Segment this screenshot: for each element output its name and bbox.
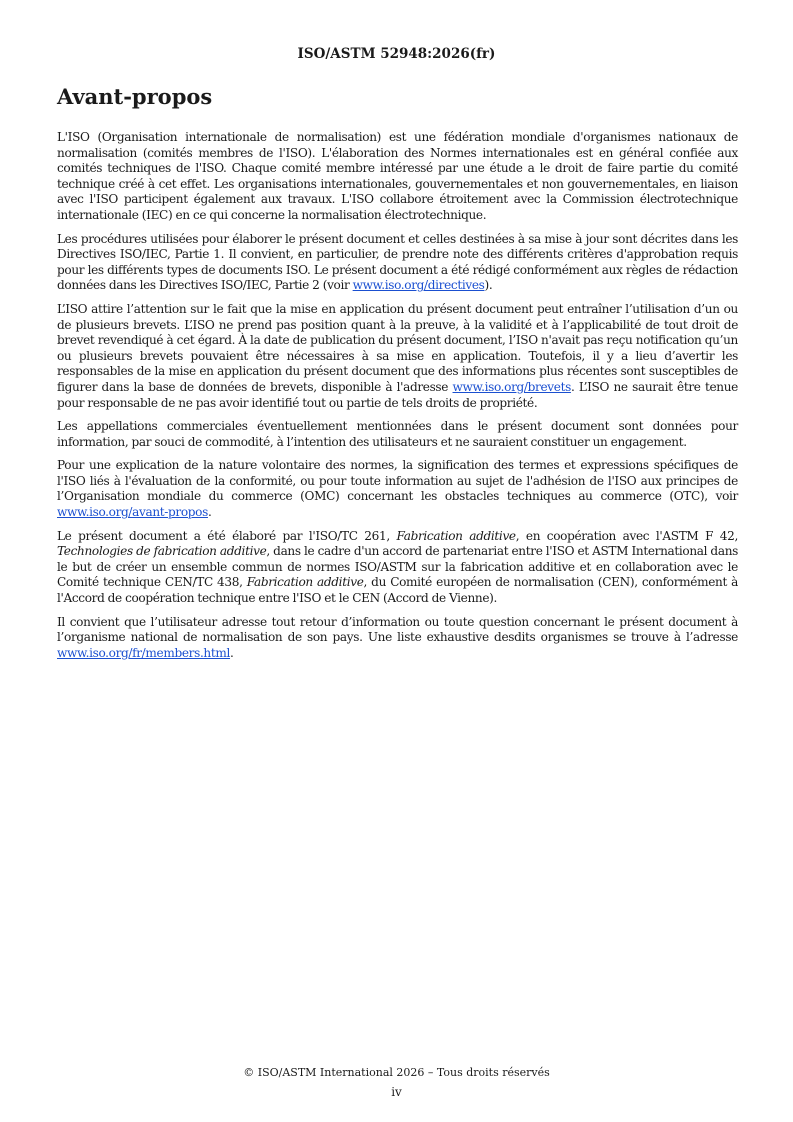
paragraph-text: , du Comité européen de normalisation (CEN), conformément à l'Accord de coopération technique entre l'ISO et le CEN (Accord de Vienne).	[57, 575, 738, 606]
committee-title: Fabrication additive	[396, 528, 516, 543]
paragraph-procedures	[57, 232, 738, 294]
paragraph-feedback	[57, 615, 738, 662]
paragraph-text: . L’ISO ne saurait être tenue pour responsable de ne pas avoir identifié tout ou partie de tels droits de propriété.	[57, 379, 738, 410]
paragraph-trade-names: Les appellations commerciales éventuellement mentionnées dans le présent document sont données pour information, par souci de commodité, à l’intention des utilisateurs et ne sauraient constituer un engagement.	[57, 419, 738, 449]
page-title: Avant-propos	[57, 84, 213, 109]
paragraph-text: ).	[484, 278, 493, 293]
paragraph-text: Pour une explication de la nature volontaire des normes, la signification des termes et expressions spécifiques de l'ISO liés à l'évaluation de la conformité, ou pour toute information au sujet de l'adhésion de l'ISO aux principes de l’Organisation mondiale du commerce (OMC) concernant les obstacles techniques au commerce (OTC), voir	[57, 458, 738, 504]
paragraph-text: , dans le cadre d'un accord de partenariat entre l'ISO et ASTM International dans le but de créer un ensemble commun de normes ISO/ASTM sur la fabrication additive et en collaboration avec le Comité technique CEN/TC 438,	[57, 544, 738, 590]
foreword-body	[57, 130, 738, 669]
paragraph-text: L’ISO attire l’attention sur le fait que la mise en application du présent document peut entraîner l’utilisation d’un ou de plusieurs brevets. L’ISO ne prend pas position quant à la preuve, à la validité et à l’applicabilité de tout droit de brevet revendiqué à cet égard. À la date de publication du présent document, l’ISO n'avait pas reçu notification qu’un ou plusieurs brevets pouvaient être nécessaires à sa mise en application. Toutefois, il y a lieu d’avertir les responsables de la mise en application du présent document que des informations plus récentes sont susceptibles de figurer dans la base de données de brevets, disponible à l'adresse	[57, 301, 738, 394]
paragraph-text: Le présent document a été élaboré par l'ISO/TC 261,	[57, 528, 397, 543]
paragraph-committee	[57, 529, 738, 607]
paragraph-text: , en coopération avec l'ASTM F 42,	[515, 528, 738, 543]
paragraph-iso-intro: L'ISO (Organisation internationale de normalisation) est une fédération mondiale d'organismes nationaux de normalisation (comités membres de l'ISO). L'élaboration des Normes internationales est en général confiée aux comités techniques de l'ISO. Chaque comité membre intéressé par une étude a le droit de faire partie du comité technique créé à cet effet. Les organisations internationales, gouvernementales et non gouvernementales, en liaison avec l'ISO participent également aux travaux. L'ISO collabore étroitement avec la Commission électrotechnique internationale (IEC) en ce qui concerne la normalisation électrotechnique.	[57, 130, 738, 222]
paragraph-text: .	[207, 505, 212, 520]
document-header: ISO/ASTM 52948:2026(fr)	[297, 46, 496, 62]
committee-title: Fabrication additive	[246, 575, 364, 590]
copyright-footer: © ISO/ASTM International 2026 – Tous droits réservés	[243, 1066, 550, 1079]
members-link[interactable]: www.iso.org/fr/members.html	[57, 645, 231, 660]
foreword-link[interactable]: www.iso.org/avant-propos	[57, 505, 208, 520]
page-number: iv	[391, 1085, 402, 1099]
paragraph-patents	[57, 302, 738, 411]
paragraph-text: Les procédures utilisées pour élaborer le présent document et celles destinées à sa mise à jour sont décrites dans les Directives ISO/IEC, Partie 1. Il convient, en particulier, de prendre note des différents critères d'approbation requis pour les différents types de documents ISO. Le présent document a été rédigé conformément aux règles de rédaction données dans les Directives ISO/IEC, Partie 2 (voir	[57, 231, 738, 293]
paragraph-text: Il convient que l’utilisateur adresse tout retour d’information ou toute question concernant le présent document à l’organisme national de normalisation de son pays. Une liste exhaustive desdits organismes se trouve à l’adresse	[57, 614, 738, 645]
directives-link[interactable]: www.iso.org/directives	[352, 278, 485, 293]
committee-title: Technologies de fabrication additive	[57, 544, 267, 559]
paragraph-text: .	[230, 645, 234, 660]
paragraph-voluntary-nature	[57, 458, 738, 520]
patents-link[interactable]: www.iso.org/brevets	[452, 379, 571, 394]
